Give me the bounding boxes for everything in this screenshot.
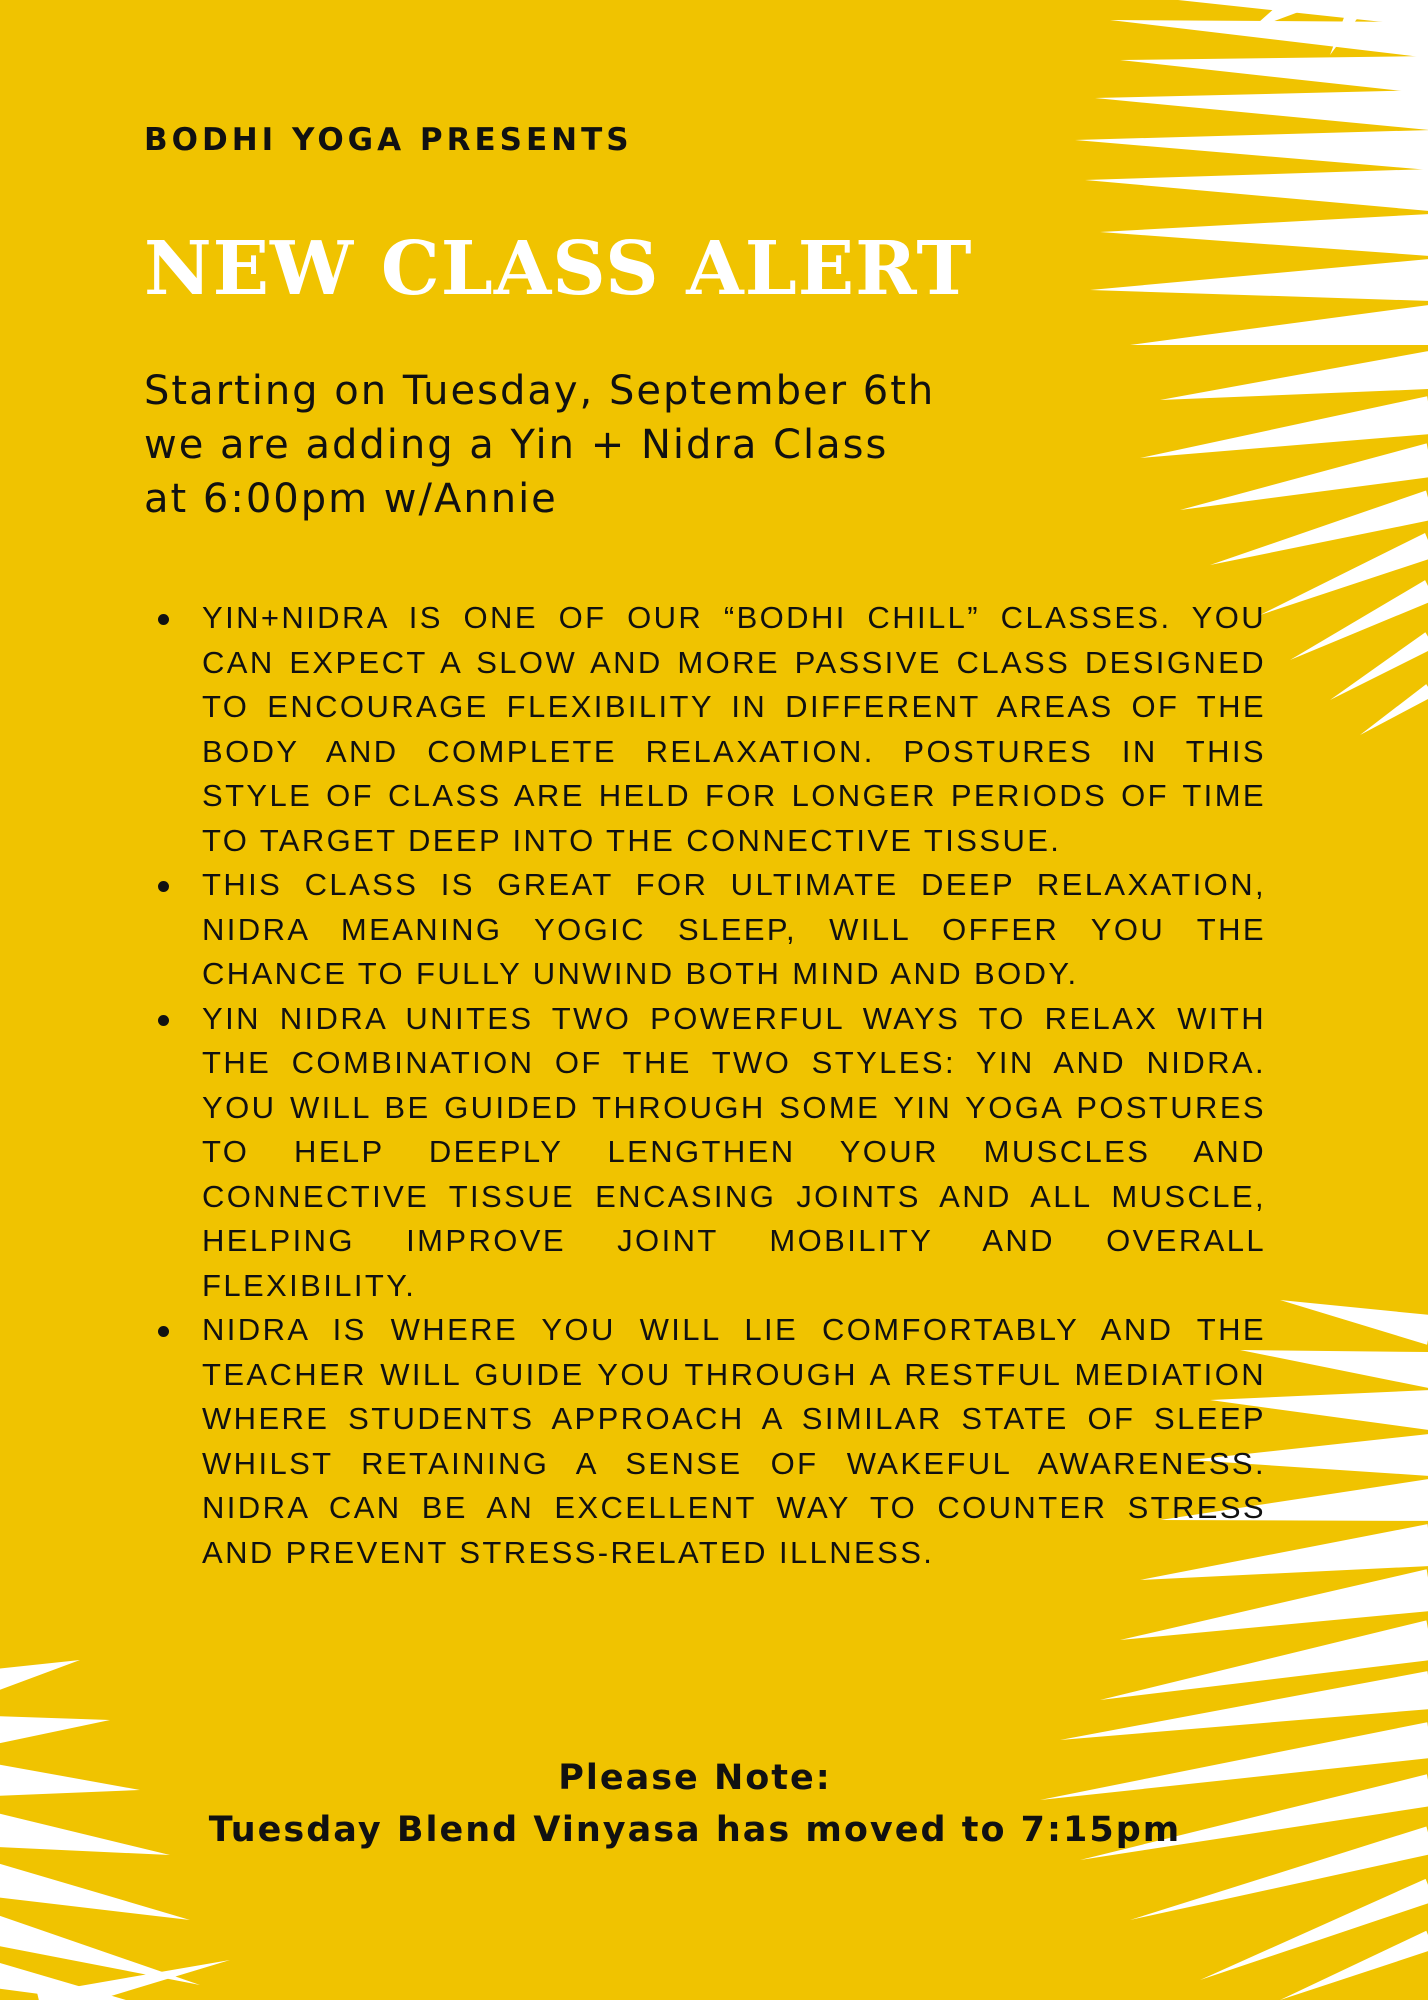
announcement-line: we are adding a Yin + Nidra Class (144, 422, 889, 468)
frond-leaflet (1120, 56, 1428, 94)
frond-leaflet (0, 1716, 110, 1744)
list-item (202, 997, 1266, 1309)
frond-leaflet (1160, 351, 1428, 400)
list-item-text: THIS CLASS IS GREAT FOR ULTIMATE DEEP RELAXATION, NIDRA MEANING YOGIC SLEEP, WILL OFFER YOU THE CHANCE TO FULLY UNWIND BOTH MIND AND BODY. (202, 867, 1266, 991)
frond-leaflet (0, 1660, 80, 1691)
list-item (202, 863, 1266, 997)
announcement-line: at 6:00pm w/Annie (144, 476, 558, 522)
frond-leaflet (1075, 130, 1428, 170)
frond-leaflet (1100, 214, 1428, 256)
bullet-icon (158, 881, 169, 892)
frond-leaflet (1085, 169, 1428, 211)
bullet-icon (158, 1015, 169, 1026)
list-item (202, 596, 1266, 863)
presenter-label: BODHI YOGA PRESENTS (144, 122, 633, 158)
frond-leaflet (1140, 396, 1428, 458)
frond-leaflet (0, 1863, 190, 1920)
frond-leaflet (1120, 1569, 1428, 1640)
bullet-icon (158, 614, 169, 625)
note-heading: Please Note: (558, 1758, 832, 1798)
schedule-note (0, 1752, 1390, 1856)
list-item (202, 1308, 1266, 1575)
list-item-text: YIN NIDRA UNITES TWO POWERFUL WAYS TO RELAX WITH THE COMBINATION OF THE TWO STYLES: YIN AND NIDRA. YOU WILL BE GUIDED THROUGH SOME YIN YOGA POSTURES TO HELP DEEPLY LENGTHEN YOUR MUSCLES AND CONNECTIVE TISSUE ENCASING JOINTS AND ALL MUSCLE, HELPING IMPROVE JOINT MOBILITY AND OVERALL FLEXIBILITY. (202, 1000, 1266, 1303)
list-item-text: NIDRA IS WHERE YOU WILL LIE COMFORTABLY AND THE TEACHER WILL GUIDE YOU THROUGH A RESTFUL MEDIATION WHERE STUDENTS APPROACH A SIMILAR STATE OF SLEEP WHILST RETAINING A SENSE OF WAKEFUL AWARENESS. NIDRA CAN BE AN EXCELLENT WAY TO COUNTER STRESS AND PREVENT STRESS-RELATED ILLNESS. (202, 1312, 1266, 1570)
announcement-line: Starting on Tuesday, September 6th (144, 368, 936, 414)
frond-leaflet (1240, 1350, 1428, 1388)
page-title: NEW CLASS ALERT (144, 226, 973, 312)
frond-leaflet (1095, 90, 1428, 130)
frond-leaflet (1180, 443, 1428, 510)
frond-leaflet (1280, 1300, 1428, 1345)
list-item-text: YIN+NIDRA IS ONE OF OUR “BODHI CHILL” CLASSES. YOU CAN EXPECT A SLOW AND MORE PASSIVE CLASS DESIGNED TO ENCOURAGE FLEXIBILITY IN DIFFERENT AREAS OF THE BODY AND COMPLETE RELAXATION. POSTURES IN THIS STYLE OF CLASS ARE HELD FOR LONGER PERIODS OF TIME TO TARGET DEEP INTO THE CONNECTIVE TISSUE. (202, 600, 1266, 858)
note-text: Tuesday Blend Vinyasa has moved to 7:15pm (208, 1810, 1182, 1850)
frond-leaflet (1110, 20, 1428, 58)
class-announcement (144, 364, 935, 526)
bullet-icon (158, 1326, 169, 1337)
frond-leaflet (1330, 632, 1428, 700)
frond-leaflet (1090, 259, 1428, 301)
frond-leaflet (1130, 305, 1428, 345)
frond-leaflet (1360, 684, 1428, 735)
class-details-list (202, 596, 1266, 1575)
